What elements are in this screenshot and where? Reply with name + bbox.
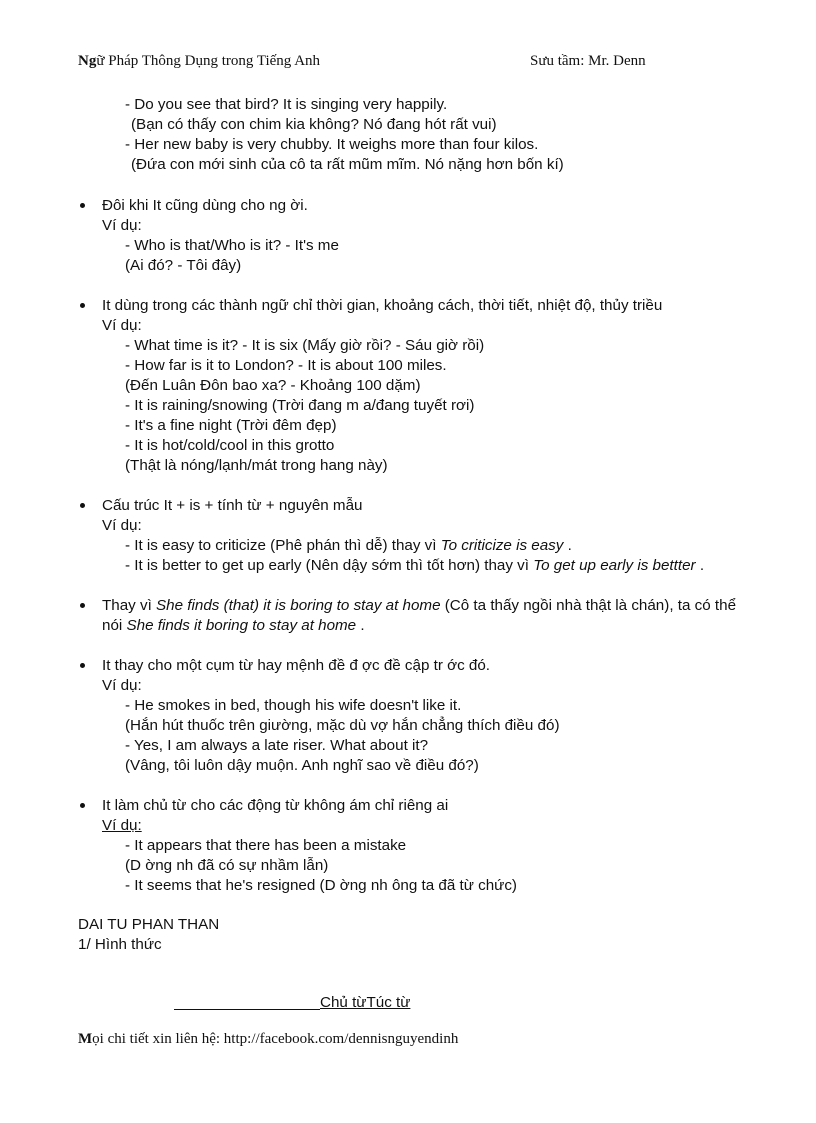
bullet-heading: It làm chủ từ cho các động từ không ám chỉ riêng ai — [102, 797, 449, 814]
text-line: - Do you see that bird? It is singing very happily. — [125, 96, 448, 113]
header-title — [78, 53, 320, 70]
text-segment: . — [356, 617, 365, 634]
bullet-dot — [80, 603, 85, 608]
bullet-dot — [80, 303, 85, 308]
text-line: - How far is it to London? - It is about 100 miles. — [125, 357, 447, 374]
text-line: - Who is that/Who is it? - It's me — [125, 237, 339, 254]
bullet-dot — [80, 803, 85, 808]
header-title-rest: ữ Pháp Thông Dụng trong Tiếng Anh — [96, 53, 321, 69]
italic-segment: To criticize is easy — [440, 537, 564, 554]
text-line: (Đến Luân Đôn bao xa? - Khoảng 100 dặm) — [125, 377, 421, 394]
text-line: (Ai đó? - Tôi đây) — [125, 257, 242, 274]
header-title-first: Ng — [78, 53, 97, 69]
text-line — [125, 556, 704, 576]
footer-first-letter: M — [78, 1031, 93, 1047]
subsection-heading: 1/ Hình thức — [78, 936, 162, 953]
example-label: Ví dụ: — [102, 317, 142, 334]
text-segment: - It is better to get up early (Nên dậy sớm thì tốt hơn) thay vì — [125, 557, 534, 574]
text-line: - Yes, I am always a late riser. What about it? — [125, 737, 429, 754]
bullet-dot — [80, 663, 85, 668]
text-line: - What time is it? - It is six (Mấy giờ rồi? - Sáu giờ rồi) — [125, 337, 485, 354]
text-line: (Vâng, tôi luôn dậy muộn. Anh nghĩ sao về điều đó?) — [125, 757, 479, 774]
example-label: Ví dụ: — [102, 517, 142, 534]
italic-segment: To get up early is bettter — [533, 557, 696, 574]
bullet-heading: It thay cho một cụm từ hay mệnh đề đ ợc đề cập tr ớc đó. — [102, 657, 491, 674]
page-footer — [78, 1031, 458, 1048]
text-segment: nói — [102, 617, 127, 634]
section-heading: DAI TU PHAN THAN — [78, 916, 220, 933]
table-rule — [174, 1009, 320, 1010]
example-label: Ví dụ: — [102, 677, 142, 694]
text-segment: . — [695, 557, 705, 574]
italic-segment: She finds (that) it is boring to stay at home — [156, 597, 441, 614]
text-line: - It is raining/snowing (Trời đang m a/đang tuyết rơi) — [125, 397, 475, 414]
text-line: (Bạn có thấy con chim kia không? Nó đang hót rất vui) — [131, 116, 497, 133]
example-label: Ví dụ: — [102, 217, 142, 234]
text-line — [125, 536, 572, 556]
bullet-heading: Đôi khi It cũng dùng cho ng ời. — [102, 197, 308, 214]
text-segment: - It is easy to criticize (Phê phán thì dễ) thay vì — [125, 537, 441, 554]
text-line: - It's a fine night (Trời đêm đẹp) — [125, 417, 337, 434]
text-line — [102, 616, 365, 636]
text-line: - It is hot/cold/cool in this grotto — [125, 437, 335, 454]
text-segment: Thay vì — [102, 597, 157, 614]
bullet-dot — [80, 503, 85, 508]
bullet-heading: Cấu trúc It + is + tính từ + nguyên mẫu — [102, 497, 363, 514]
text-line: - It seems that he's resigned (D ờng nh ông ta đã từ chức) — [125, 877, 517, 894]
text-line: - Her new baby is very chubby. It weighs more than four kilos. — [125, 136, 539, 153]
bullet-heading — [102, 596, 736, 616]
text-line: (Hắn hút thuốc trên giường, mặc dù vợ hắn chẳng thích điều đó) — [125, 717, 560, 734]
bullet-heading: It dùng trong các thành ngữ chỉ thời gian, khoảng cách, thời tiết, nhiệt độ, thủy triều — [102, 297, 663, 314]
text-segment: . — [563, 537, 572, 554]
text-line: - He smokes in bed, though his wife doesn't like it. — [125, 697, 462, 714]
bullet-dot — [80, 203, 85, 208]
footer-contact: ọi chi tiết xin liên hệ: http://facebook.com/dennisnguyendinh — [92, 1031, 459, 1047]
text-line: - It appears that there has been a mistake — [125, 837, 407, 854]
text-line: (Thật là nóng/lạnh/mát trong hang này) — [125, 457, 388, 474]
header-collector: Sưu tầm: Mr. Denn — [530, 53, 646, 69]
italic-segment: She finds it boring to stay at home — [126, 617, 357, 634]
example-label: Ví dụ: — [102, 817, 142, 834]
table-header: Chủ từTúc từ — [320, 994, 411, 1011]
text-line: (Đứa con mới sinh của cô ta rất mũm mĩm. Nó nặng hơn bốn kí) — [131, 156, 564, 173]
text-segment: (Cô ta thấy ngồi nhà thật là chán), ta có thể — [440, 597, 737, 614]
text-line: (D ờng nh đã có sự nhầm lẫn) — [125, 857, 329, 874]
